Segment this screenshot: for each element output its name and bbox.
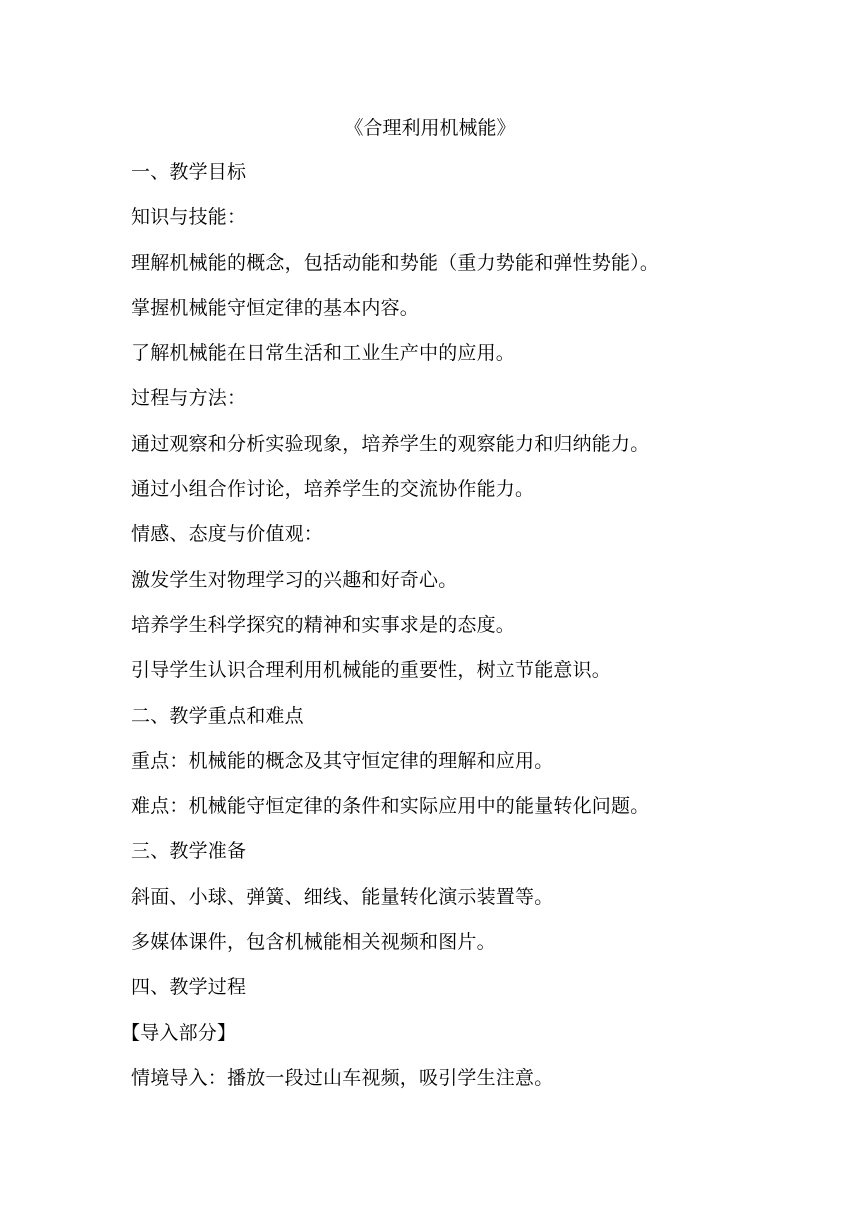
paragraph-line: 难点：机械能守恒定律的条件和实际应用中的能量转化问题。	[131, 795, 650, 818]
paragraph-line: 通过小组合作讨论，培养学生的交流协作能力。	[131, 478, 535, 501]
section-heading-process: 四、教学过程	[131, 976, 247, 999]
subheading-process-methods: 过程与方法：	[131, 387, 247, 410]
paragraph-line: 激发学生对物理学习的兴趣和好奇心。	[131, 568, 458, 591]
section-heading-preparation: 三、教学准备	[131, 840, 247, 863]
document-title: 《合理利用机械能》	[344, 117, 516, 139]
subheading-knowledge-skills: 知识与技能：	[131, 206, 247, 229]
document-body	[121, 156, 831, 1107]
subheading-introduction: 【导入部分】	[121, 1021, 237, 1044]
paragraph-line: 引导学生认识合理利用机械能的重要性，树立节能意识。	[131, 659, 612, 682]
paragraph-line: 重点：机械能的概念及其守恒定律的理解和应用。	[131, 749, 554, 772]
subheading-attitudes-values: 情感、态度与价值观：	[131, 523, 324, 546]
paragraph-line: 情境导入：播放一段过山车视频，吸引学生注意。	[131, 1066, 554, 1089]
paragraph-line: 理解机械能的概念，包括动能和势能（重力势能和弹性势能）。	[131, 251, 660, 274]
paragraph-line: 通过观察和分析实验现象，培养学生的观察能力和归纳能力。	[131, 432, 650, 455]
paragraph-line: 了解机械能在日常生活和工业生产中的应用。	[131, 342, 516, 365]
section-heading-objectives: 一、教学目标	[131, 161, 247, 183]
paragraph-line: 培养学生科学探究的精神和实事求是的态度。	[131, 613, 516, 636]
paragraph-line: 多媒体课件，包含机械能相关视频和图片。	[131, 931, 496, 954]
paragraph-line: 掌握机械能守恒定律的基本内容。	[131, 296, 420, 319]
paragraph-line: 斜面、小球、弹簧、细线、能量转化演示装置等。	[131, 885, 554, 908]
section-heading-key-points: 二、教学重点和难点	[131, 704, 304, 727]
